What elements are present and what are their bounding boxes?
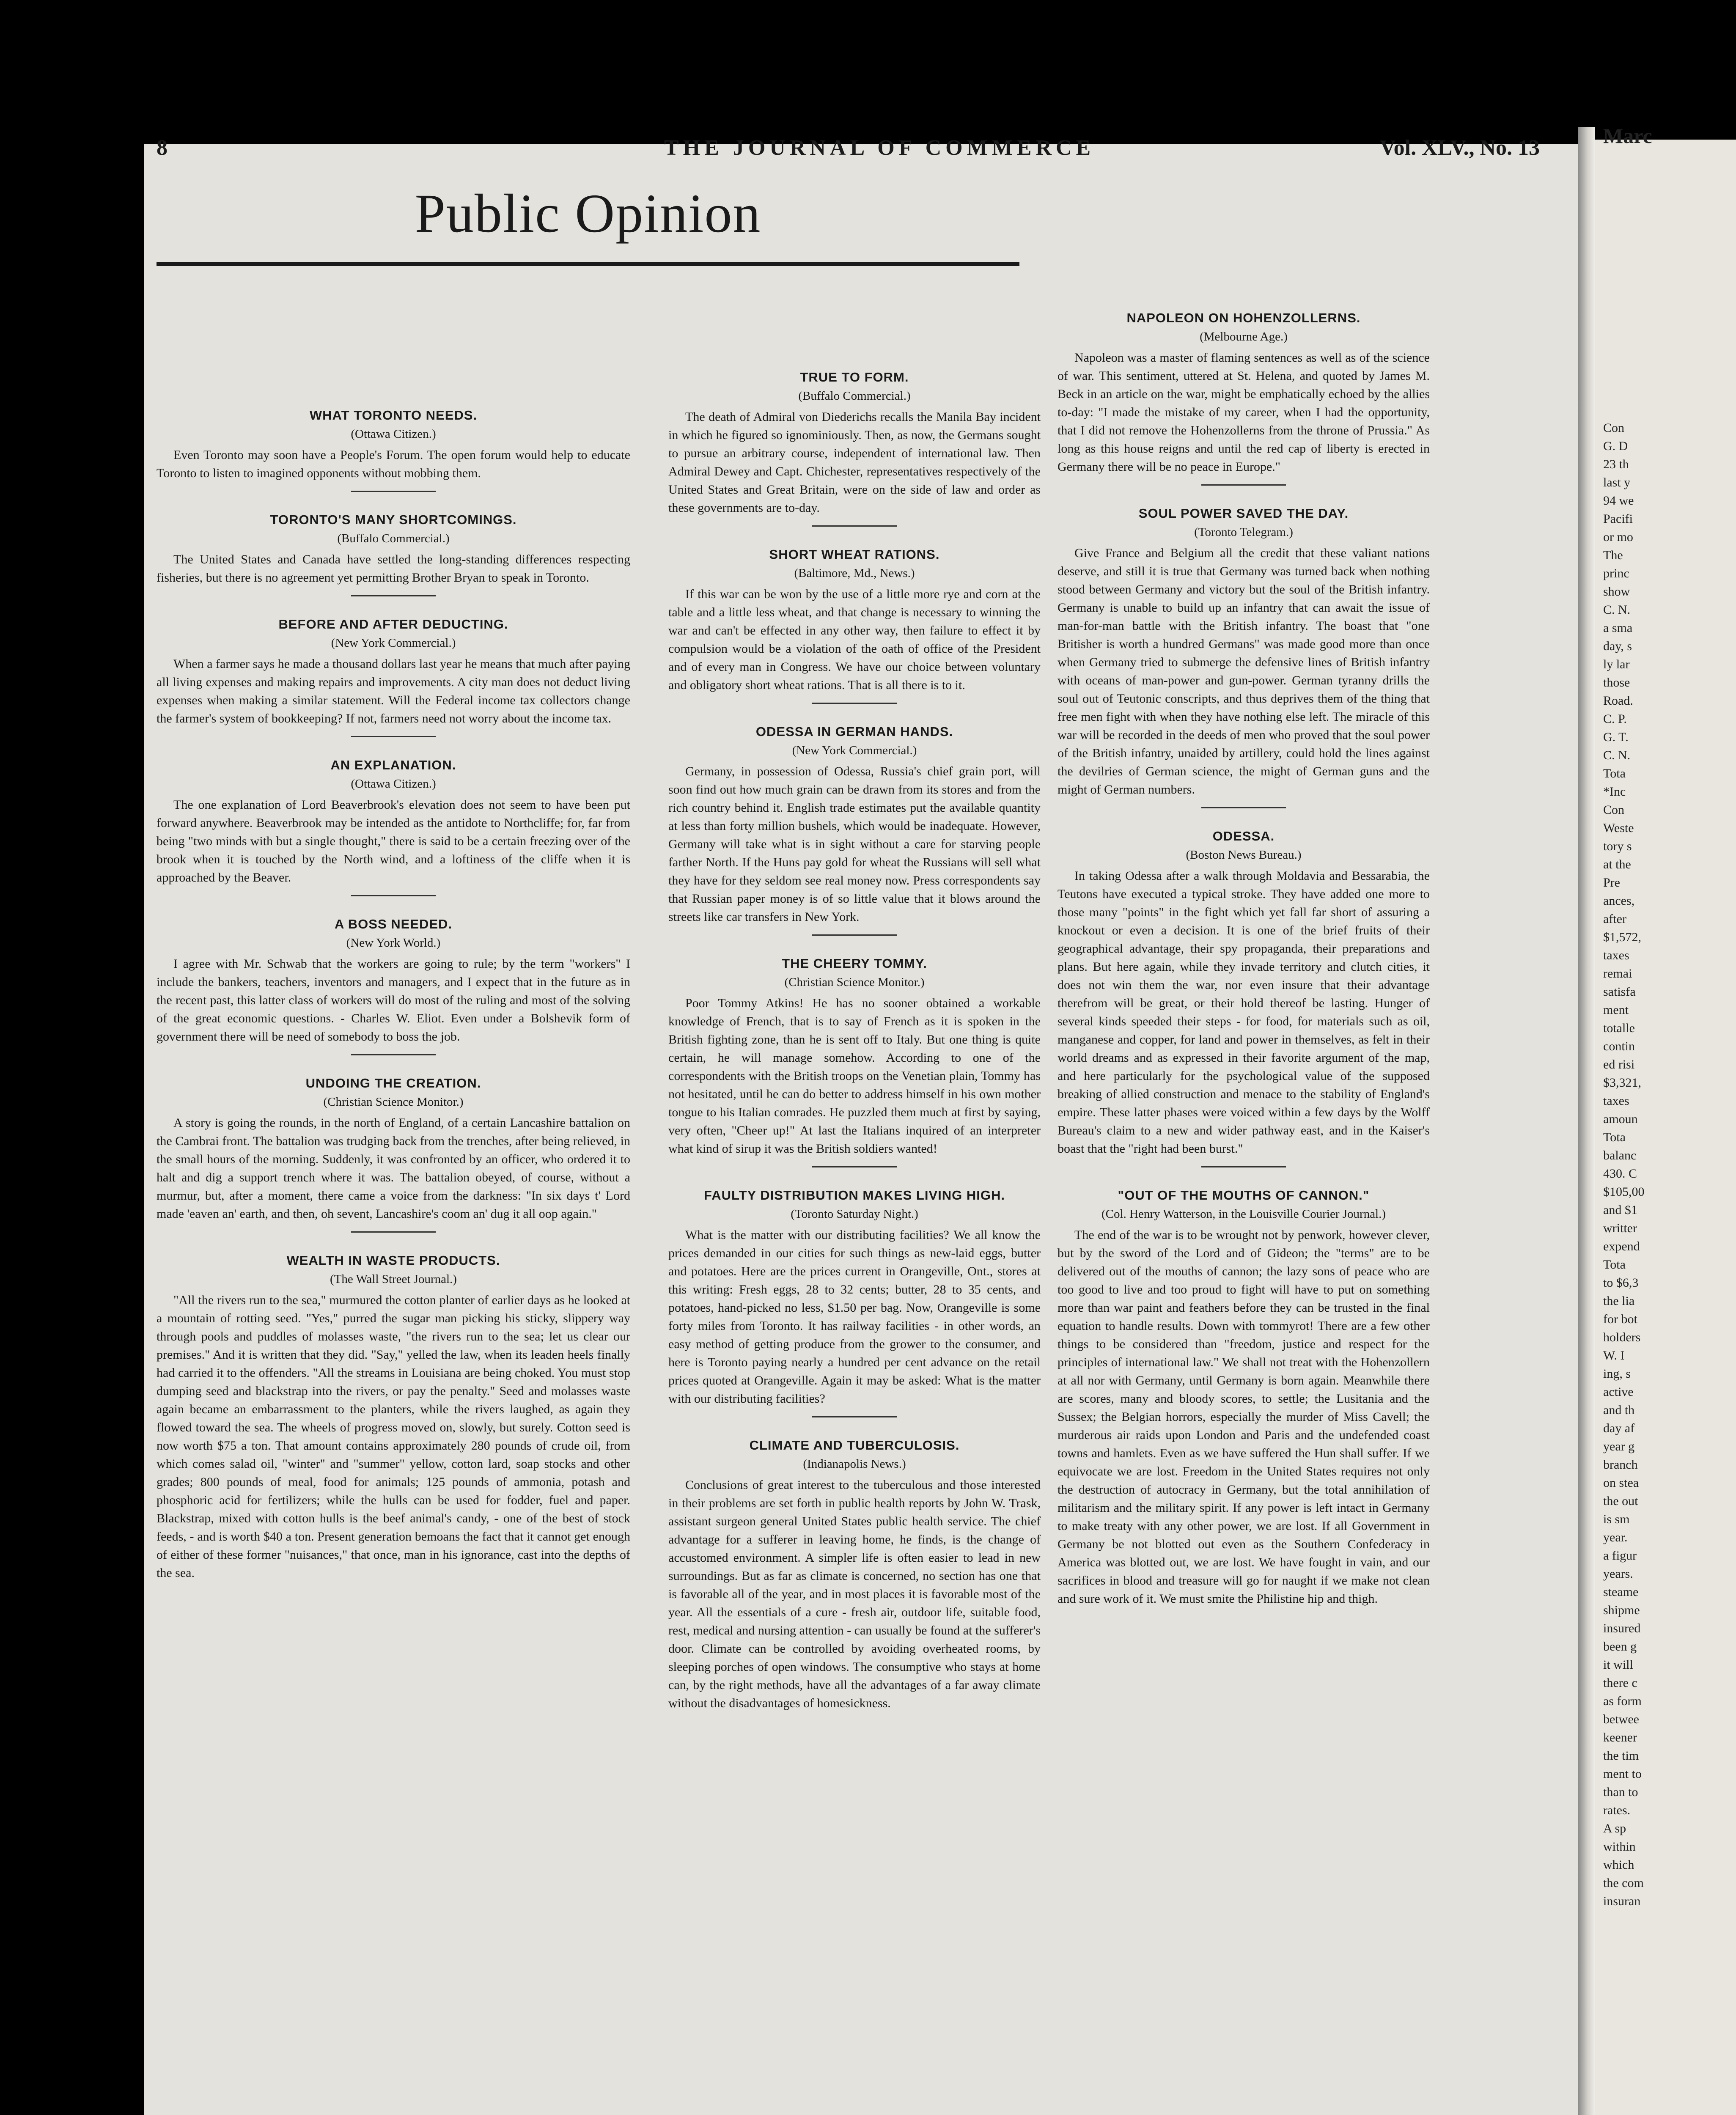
article-source: (Buffalo Commercial.) xyxy=(798,389,911,403)
article-heading: WEALTH IN WASTE PRODUCTS. xyxy=(286,1253,500,1268)
article-divider xyxy=(351,491,436,492)
journal-name: THE JOURNAL OF COMMERCE xyxy=(664,136,1095,160)
article-heading: "OUT OF THE MOUTHS OF CANNON." xyxy=(1118,1188,1370,1203)
article xyxy=(668,722,1041,936)
article-source: (Buffalo Commercial.) xyxy=(337,532,450,545)
volume-number: Vol. XLV., No. 13 xyxy=(1379,136,1540,160)
article-source: (Christian Science Monitor.) xyxy=(323,1095,464,1109)
article xyxy=(157,406,630,492)
article-heading: NAPOLEON ON HOHENZOLLERNS. xyxy=(1126,310,1361,325)
article-source: (Baltimore, Md., News.) xyxy=(794,566,915,580)
article-divider xyxy=(1201,484,1286,486)
article-divider xyxy=(812,703,897,704)
article-source: (New York Commercial.) xyxy=(331,636,456,650)
article-source: (Indianapolis News.) xyxy=(803,1457,906,1471)
facing-page-text-fragments: Con G. D 23 th last y 94 we Pacifi or mo The princ show C. N. a sma day, s ly lar those Road. C. P. G. T. C. N. Tota *Inc Con Weste tory s at the Pre ances, after $1,572, taxes remai satisfa ment totalle contin ed risi $3,321, taxes amoun Tota balanc 430. C $105,00 and $1 writter expend Tota to $6,3 the lia for bot holders W. I ing, s active and th day af year g branch on stea the out is sm year. a figur years. steame shipme insured been g it will there c as form betwee keener the tim ment to than to rates. A sp within which the com insuran xyxy=(1603,421,1645,1908)
article-source: (New York World.) xyxy=(346,936,441,950)
article-source: (Boston News Bureau.) xyxy=(1186,848,1302,862)
article-heading: TORONTO'S MANY SHORTCOMINGS. xyxy=(270,512,517,527)
column-3 xyxy=(1058,309,1430,1626)
article xyxy=(1058,1186,1430,1608)
facing-page-edge xyxy=(1595,124,1736,2115)
section-title: Public Opinion xyxy=(415,183,761,244)
article-body: Even Toronto may soon have a People's Forum. The open forum would help to educate Toronto to listen to imagined opponents without mobbing them. xyxy=(157,448,630,480)
facing-page-header-fragment: Marc xyxy=(1603,124,1652,148)
article-heading: A BOSS NEEDED. xyxy=(334,917,453,931)
article-divider xyxy=(812,934,897,936)
article xyxy=(668,545,1041,704)
article-source: (Ottawa Citizen.) xyxy=(351,777,436,791)
article xyxy=(668,954,1041,1167)
article-source: (Christian Science Monitor.) xyxy=(784,975,925,989)
article xyxy=(1058,827,1430,1167)
article xyxy=(157,756,630,896)
article-body: Napoleon was a master of flaming sentences as well as of the science of war. This sentiment, uttered at St. Helena, and quoted by James M. Beck in an article on the war, might be emphatically echoed by the allies to-day: "I made the mistake of my career, when I had the opportunity, that I did not remove the Hohenzollerns from the throne of Prussia." As long as this house reigns and until the red cap of liberty is erected in Germany there will be no peace in Europe." xyxy=(1058,351,1430,474)
article-heading: SOUL POWER SAVED THE DAY. xyxy=(1138,506,1349,521)
article xyxy=(157,615,630,737)
article-heading: AN EXPLANATION. xyxy=(330,758,456,772)
article-divider xyxy=(1201,1166,1286,1167)
column-2 xyxy=(668,368,1041,1731)
article-divider xyxy=(812,1166,897,1167)
article-body: The end of the war is to be wrought not by penwork, however clever, but by the sword of the Lord and of Gideon; the "terms" are to be delivered out of the mouths of cannon; the lazy sons of peace who are too good to live and too proud to fight will have to put on something more than war paint and feathers before they can be trusted in the final equation to handle results. Down with tommyrot! There are a few other things to be considered than "freedom, justice and respect for the principles of international law." We shall not treat with the Hohenzollern at all nor with Germany, until Germany is born again. Meanwhile there are scores, many and bloody scores, to settle; the Lusitania and the Sussex; the Belgian horrors, especially the murder of Miss Cavell; the murderous air raids upon London and Paris and the undefended coast towns and hamlets. Even as we have suffered the Hun shall suffer. If we equivocate we are lost. Freedom in the United States requires not only the destruction of autocracy in Germany, but the total annihilation of militarism and the military spirit. If any power is left intact in Germany to make treaty with any other power, we are lost. If all Government in Germany be not blotted out even as the Southern Confederacy in America was blotted out, we are lost. We have fought in vain, and our sacrifices in blood and treasure will go for naught if we make not clean and sure work of it. We must smite the Philistine hip and thigh. xyxy=(1058,1228,1430,1606)
article xyxy=(1058,309,1430,486)
article-body: When a farmer says he made a thousand dollars last year he means that much after paying all living expenses and making repairs and improvements. A city man does not deduct living expenses when making a similar statement. Will the Federal income tax collectors change the farmer's system of bookkeeping? If not, farmers need not worry about the income tax. xyxy=(157,657,630,725)
article-heading: WHAT TORONTO NEEDS. xyxy=(309,408,478,423)
article-heading: TRUE TO FORM. xyxy=(800,370,909,385)
article-body: What is the matter with our distributing facilities? We all know the prices demanded in our cities for such things as new-laid eggs, butter and potatoes. Here are the prices current in Orangeville, Ont., stores at this writing: Fresh eggs, 28 to 32 cents; butter, 28 to 35 cents, and potatoes, hand-picked no less, $1.50 per bag. Now, Orangeville is some forty miles from Toronto. It has railway facilities - in other words, an easy method of getting produce from the grower to the consumer, and here is Toronto paying nearly a hundred per cent advance on the retail prices quoted at Orangeville. Again it may be asked: What is the matter with our distributing facilities? xyxy=(668,1228,1041,1406)
article-heading: CLIMATE AND TUBERCULOSIS. xyxy=(749,1438,960,1453)
article xyxy=(668,1436,1041,1712)
article-source: (Melbourne Age.) xyxy=(1200,330,1288,343)
article xyxy=(1058,504,1430,808)
article-body: "All the rivers run to the sea," murmured the cotton planter of earlier days as he looked at a mountain of rotting seed. "Yes," purred the sugar man picking his sticky, slippery way through pools and puddles of molasses waste, "the rivers run to the sea; let us clear our premises." And it is written that they did. "Say," yelled the law, when its leaden heels finally had carried it to the offenders. "All the streams in Louisiana are being choked. You must stop dumping seed and blackstrap into the rivers, or pay the penalty." Seed and molasses waste again became an embarrassment to the planters, while the rivers laughed, as again they flowed toward the sea. The wheels of progress moved on, slowly, but surely. Cotton seed is now worth $75 a ton. That amount contains approximately 280 pounds of crude oil, from which comes salad oil, "winter" and "summer" yellow, cotton lard, soap stocks and other grades; 800 pounds of meal, food for animals; 125 pounds of ammonia, potash and phosphoric acid for fertilizers; while the hulls can be used for fodder, fuel and paper. Blackstrap, mixed with cotton hulls is the beef animal's candy, - one of the best of stock feeds, - and is worth $40 a ton. Present generation bemoans the fact that it cannot get enough of either of these former "nuisances," that once, man in his ignorance, cast into the depths of the sea. xyxy=(157,1293,630,1580)
article xyxy=(157,1251,630,1582)
article-body: If this war can be won by the use of a little more rye and corn at the table and a little less wheat, and that change is necessary to winning the war and can't be effected in any other way, then failure to effect it by compulsion would be a violation of the oath of office of the President and of every man in Congress. We have our choice between voluntary and obligatory short wheat rations. That is all there is to it. xyxy=(668,587,1041,692)
article-divider xyxy=(351,1231,436,1233)
article xyxy=(668,1186,1041,1417)
article-body: Poor Tommy Atkins! He has no sooner obtained a workable knowledge of French, that is to say of French as it is spoken in the British fighting zone, than he is sent off to Italy. But one thing is quite certain, he will manage somehow. According to one of the correspondents with the British troops on the Venetian plain, Tommy has not hesitated, until he can do better to address himself in his own mother tongue to his Italian comrades. He puzzled them much at first by saying, very often, "Cheer up!" At last the Italians inquired of an interpreter what kind of sirup it was the British soldiers wanted! xyxy=(668,996,1041,1156)
page-gutter xyxy=(1578,127,1595,2115)
article-source: (Toronto Telegram.) xyxy=(1194,525,1293,539)
article xyxy=(157,1074,630,1233)
article-heading: UNDOING THE CREATION. xyxy=(305,1076,481,1090)
article-heading: ODESSA. xyxy=(1212,829,1275,843)
article-body: The one explanation of Lord Beaverbrook's elevation does not seem to have been put forward anywhere. Beaverbrook may be intended as the antidote to Northcliffe; for, far from being "two minds with but a single thought," there is said to be a certain freezing over of the brook when it is touched by the North wind, and a loftiness of the cliffe when it is approached by the Beaver. xyxy=(157,798,630,884)
article-source: (New York Commercial.) xyxy=(792,744,917,757)
article-heading: ODESSA IN GERMAN HANDS. xyxy=(755,724,953,739)
article-divider xyxy=(351,895,436,896)
article-divider xyxy=(812,525,897,527)
masthead xyxy=(157,131,1540,169)
title-rule xyxy=(157,262,1019,266)
article xyxy=(668,368,1041,527)
article-body: Germany, in possession of Odessa, Russia's chief grain port, will soon find out how much grain can be drawn from its stores and from the rich country behind it. English trade estimates put the available quantity at less than forty million bushels, which would be inadequate. However, Germany will take what is in sight without a care for starving people farther North. If the Huns pay gold for wheat the Russians will sell what they have for they seldom see real money now. Press correspondents say that Russian paper money is of so little value that it blows around the streets like car transfers in New York. xyxy=(668,764,1041,924)
article-heading: THE CHEERY TOMMY. xyxy=(782,956,927,971)
article-body: Give France and Belgium all the credit that these valiant nations deserve, and still it is true that Germany was turned back when nothing stood between Germany and victory but the soul of the British infantry. Germany is unable to build up an infantry that can await the issue of man-for-man battle with the British infantry. The boast that "one Britisher is worth a hundred Germans" was made good more than once when Germany tried to submerge the defensive lines of British infantry with oceans of man-power and gun-power. German tyranny drills the soul out of Teutonic conscripts, and thus deprives them of the thing that free men fight with when they have nothing else left. The miracle of this war will be recorded in the deeds of men who proved that the soul power of the British infantry, unaided by artillery, could hold the lines against the devilries of German science, the might of German guns and the might of German numbers. xyxy=(1058,546,1430,797)
article-heading: FAULTY DISTRIBUTION MAKES LIVING HIGH. xyxy=(704,1188,1005,1203)
article-source: (Col. Henry Watterson, in the Louisville Courier Journal.) xyxy=(1101,1207,1386,1221)
article-divider xyxy=(351,595,436,596)
column-1 xyxy=(157,406,630,1601)
article-body: The death of Admiral von Diederichs recalls the Manila Bay incident in which he figured so ignominiously. Then, as now, the Germans sought to pursue an arbitrary course, independent of international law. Then Admiral Dewey and Capt. Chichester, representatives respectively of the United States and Great Britain, were on the side of law and order as these governments are to-day. xyxy=(668,410,1041,515)
article-heading: BEFORE AND AFTER DEDUCTING. xyxy=(278,617,508,632)
article-body: The United States and Canada have settled the long-standing differences respecting fisheries, but there is no agreement yet permitting Brother Bryan to speak in Toronto. xyxy=(157,552,630,585)
article-source: (Ottawa Citizen.) xyxy=(351,427,436,441)
article-body: I agree with Mr. Schwab that the workers are going to rule; by the term "workers" I include the bankers, teachers, inventors and managers, and I expect that in the future as in the recent past, this latter class of workers will do most of the ruling and most of the solving of the great economic questions. - Charles W. Eliot. Even under a Bolshevik form of government there will be need of somebody to boss the job. xyxy=(157,957,630,1044)
article xyxy=(157,915,630,1055)
article xyxy=(157,511,630,596)
article-divider xyxy=(351,736,436,737)
article-divider xyxy=(1201,807,1286,808)
article-body: A story is going the rounds, in the north of England, of a certain Lancashire battalion on the Cambrai front. The battalion was trudging back from the trenches, after being relieved, in the small hours of the morning. Suddenly, it was confronted by an officer, who ordered it to halt and dig a support trench where it was. The battalion obeyed, of course, without a murmur, but, after a moment, there came a voice from the darkness: "In six days t' Lord made 'eaven an' earth, and then, oh sevent, Lancashire's coom an' dug it all oop again." xyxy=(157,1116,630,1221)
article-source: (Toronto Saturday Night.) xyxy=(791,1207,918,1221)
article-divider xyxy=(351,1054,436,1055)
article-body: Conclusions of great interest to the tuberculous and those interested in their problems are set forth in public health reports by John W. Trask, assistant surgeon general United States public health service. The chief advantage for a sufferer in leaving home, he finds, is the change of accustomed environment. A simpler life is often easier to lead in new surroundings. But as far as climate is concerned, no section has one that is favorable all of the year, and in most places it is favorable most of the year. All the essentials of a cure - fresh air, outdoor life, suitable food, rest, medical and nursing attention - can usually be found at the sufferer's door. Climate can be controlled by avoiding overheated rooms, by sleeping porches of open windows. The consumptive who stays at home can, by the right methods, have all the advantages of a far away climate without the disadvantages of homesickness. xyxy=(668,1478,1041,1710)
page-number: 8 xyxy=(157,136,168,160)
article-divider xyxy=(812,1416,897,1417)
article-source: (The Wall Street Journal.) xyxy=(330,1272,457,1286)
article-heading: SHORT WHEAT RATIONS. xyxy=(769,547,940,562)
article-body: In taking Odessa after a walk through Moldavia and Bessarabia, the Teutons have executed a typical stroke. They have added one more to those many "points" in the fight which yet fall far short of assuring a knockout or even a decision. It is one of the brief fruits of their geographical advantage, their spy propaganda, their preparations and plans. But here again, while they invade territory and clutch cities, it does not win them the war, nor even insure that their advantage therefrom will be great, or their hold thereof be lasting. Hunger of several kinds speeded their steps - for food, for materials such as oil, manganese and copper, for land and power in themselves, as felt in their world dreams and as expressed in their favorite argument of the map, and here particularly for the psychological value of the supposed breaking of allied construction and menace to the stability of England's empire. These latter phases were voiced within a few days by the Wolff Bureau's claim to a new and wider pathway east, and in the Kaiser's boast that the "right had been burst." xyxy=(1058,869,1430,1156)
